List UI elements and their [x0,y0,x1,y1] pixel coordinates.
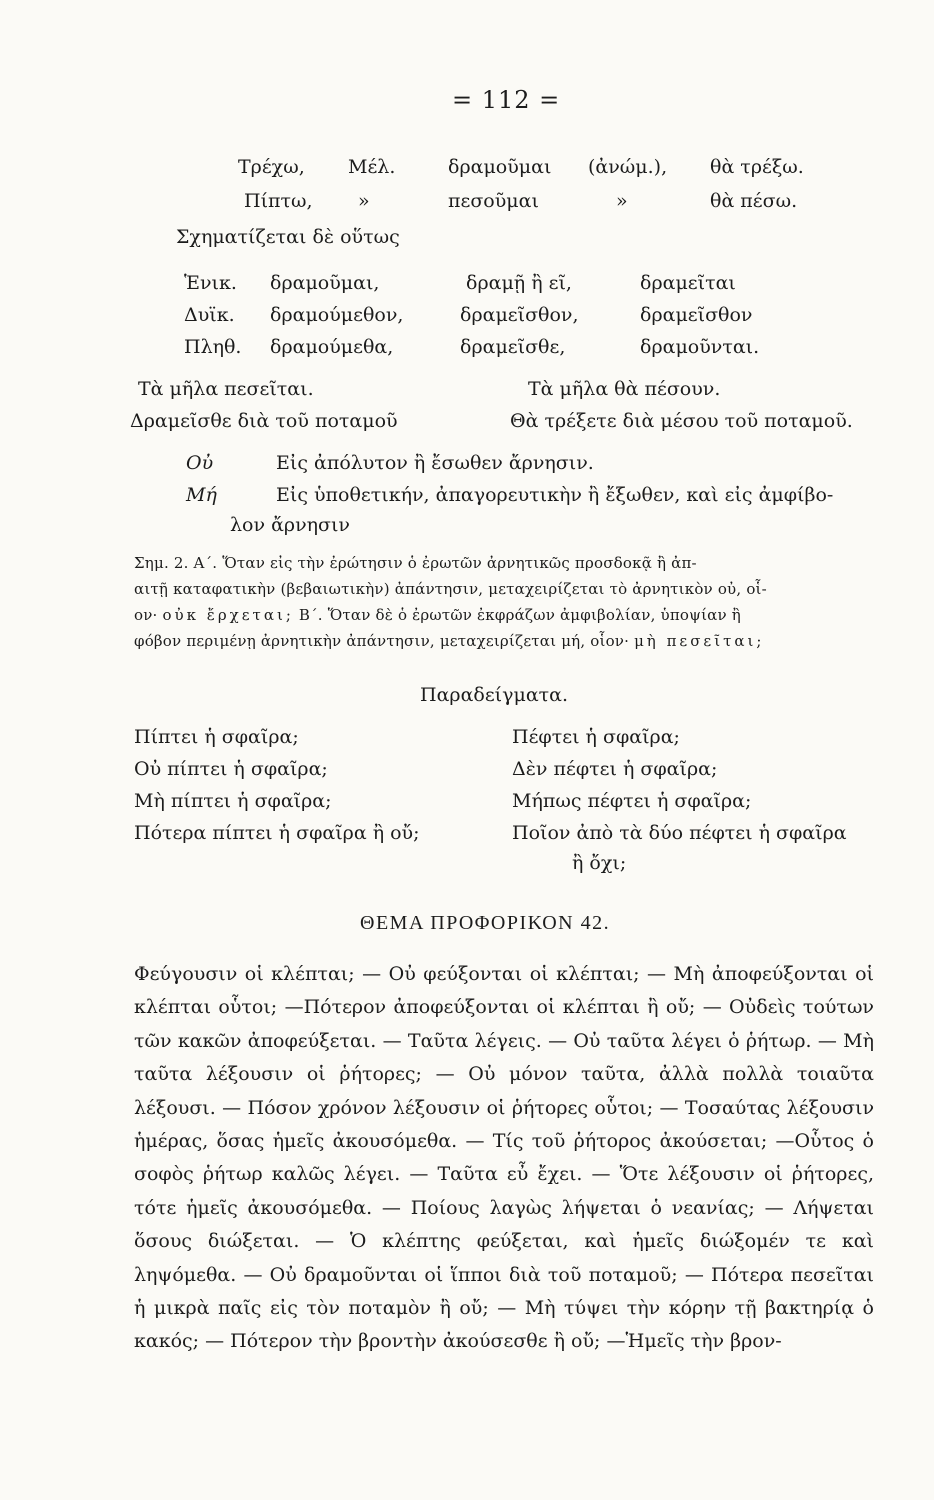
verb-pipto: Πίπτω, [244,190,313,212]
verb-trecho: Τρέχω, [238,156,305,178]
form-cell: δραμούμεθον, [270,304,404,326]
number-label-dual: Δυϊκ. [184,304,235,326]
note-line [134,632,764,650]
irregular-note: (ἀνώμ.), [588,156,668,178]
future-form: πεσοῦμαι [448,190,539,212]
example-modern: Θὰ τρέξετε διὰ μέσου τοῦ ποταμοῦ. [510,410,853,432]
example-ancient: Τὰ μῆλα πεσεῖται. [138,378,314,400]
note-text: φόβον περιμένῃ ἀρνητικὴν ἀπάντησιν, μεταχειρίζεται μή, οἷον· [134,632,630,650]
formation-intro: Σχηματίζεται δὲ οὕτως [176,226,400,248]
example-right: Μήπως πέφτει ἡ σφαῖρα; [512,790,752,812]
form-cell: δραμεῖσθον [640,304,753,326]
example-right: Ποῖον ἀπὸ τὰ δύο πέφτει ἡ σφαῖρα [512,822,847,844]
paradeigmata-heading: Παραδείγματα. [420,684,569,706]
ditto-mark: » [358,190,370,212]
example-left: Πότερα πίπτει ἡ σφαῖρα ἢ οὔ; [134,822,420,844]
example-left: Μὴ πίπτει ἡ σφαῖρα; [134,790,332,812]
form-cell: δραμεῖσθε, [460,336,566,358]
note-example-spaced: οὐκ ἔρχεται; [162,606,294,624]
negation-me-text-cont: λον ἄρνησιν [230,514,350,536]
future-form: δραμοῦμαι [448,156,552,178]
number-label-singular: Ἑνικ. [184,272,237,294]
form-cell: δραμῇ ἢ εῖ, [466,272,572,294]
tense-label: Μέλ. [348,156,396,178]
form-cell: δραμοῦνται. [640,336,760,358]
note-line [134,606,741,624]
page-number: = 112 = [452,86,561,114]
form-cell: δραμούμεθα, [270,336,394,358]
modern-form: θὰ πέσω. [710,190,798,212]
negation-ou-label: Οὐ [186,452,214,474]
ditto-mark: » [616,190,628,212]
example-left: Οὐ πίπτει ἡ σφαῖρα; [134,758,328,780]
form-cell: δραμεῖσθον, [460,304,579,326]
note-line: Σημ. 2. Α΄. Ὅταν εἰς τὴν ἐρώτησιν ὁ ἐρωτῶν ἀρνητικῶς προσδοκᾷ ἢ ἀπ- [134,554,697,572]
number-label-plural: Πληθ. [184,336,242,358]
modern-form: θὰ τρέξω. [710,156,804,178]
example-modern: Τὰ μῆλα θὰ πέσουν. [528,378,721,400]
negation-me-label: Μή [186,484,217,506]
example-left: Πίπτει ἡ σφαῖρα; [134,726,299,748]
example-right-cont: ἢ ὄχι; [572,852,627,874]
form-cell: δραμοῦμαι, [270,272,380,294]
example-right: Πέφτει ἡ σφαῖρα; [512,726,680,748]
note-text: ον· [134,606,158,624]
example-ancient: Δραμεῖσθε διὰ τοῦ ποταμοῦ [130,410,398,432]
note-example-spaced: μὴ πεσεῖται; [634,632,765,650]
exercise-title: ΘΕΜΑ ΠΡΟΦΟΡΙΚΟΝ 42. [360,912,611,934]
negation-ou-text: Εἰς ἀπόλυτον ἢ ἔσωθεν ἄρνησιν. [276,452,594,474]
note-text: Β΄. Ὅταν δὲ ὁ ἐρωτῶν ἐκφράζων ἀμφιβολίαν, ὑποψίαν ἢ [298,606,741,624]
negation-me-text: Εἰς ὑποθετικήν, ἀπαγορευτικὴν ἢ ἔξωθεν, καὶ εἰς ἀμφίβο- [276,484,834,506]
note-line: αιτῇ καταφατικὴν (βεβαιωτικὴν) ἀπάντησιν, μεταχειρίζεται τὸ ἀρνητικὸν οὐ, οἷ- [134,580,767,598]
example-right: Δὲν πέφτει ἡ σφαῖρα; [512,758,718,780]
form-cell: δραμεῖται [640,272,736,294]
exercise-text: Φεύγουσιν οἱ κλέπται; — Οὐ φεύξονται οἱ κλέπται; — Μὴ ἀποφεύξονται οἱ κλέπται οὗτοι; —Πότερον ἀποφεύξονται οἱ κλέπται ἢ οὔ; — Οὐδεὶς τούτων τῶν κακῶν ἀποφεύξεται. — Ταῦτα λέγεις. — Οὐ ταῦτα λέγει ὁ ῥήτωρ. — Μὴ ταῦτα λέξουσιν οἱ ῥήτορες; — Οὐ μόνον ταῦτα, ἀλλὰ πολλὰ τοιαῦτα λέξουσι. — Πόσον χρόνον λέξουσιν οἱ ῥήτορες οὗτοι; — Τοσαύτας λέξουσιν ἡμέρας, ὅσας ἡμεῖς ἀκουσόμεθα. — Τίς τοῦ ῥήτορος ἀκούσεται; —Οὗτος ὁ σοφὸς ῥήτωρ καλῶς λέγει. — Ταῦτα εὖ ἔχει. — Ὅτε λέξουσιν οἱ ῥήτορες, τότε ἡμεῖς ἀκουσόμεθα. — Ποίους λαγὼς λήψεται ὁ νεανίας; — Λήψεται ὅσους διώξεται. — Ὁ κλέπτης φεύξεται, καὶ ἡμεῖς διώξομέν τε καὶ ληψόμεθα. — Οὐ δραμοῦνται οἱ ἵπποι διὰ τοῦ ποταμοῦ; — Πότερα πεσεῖται ἡ μικρὰ παῖς εἰς τὸν ποταμὸν ἢ οὔ; — Μὴ τύψει τὴν κόρην τῇ βακτηρίᾳ ὁ κακός; — Πότερον τὴν βροντὴν ἀκούσεσθε ἢ οὔ; —Ἡμεῖς τὴν βρον- [134,963,874,1353]
